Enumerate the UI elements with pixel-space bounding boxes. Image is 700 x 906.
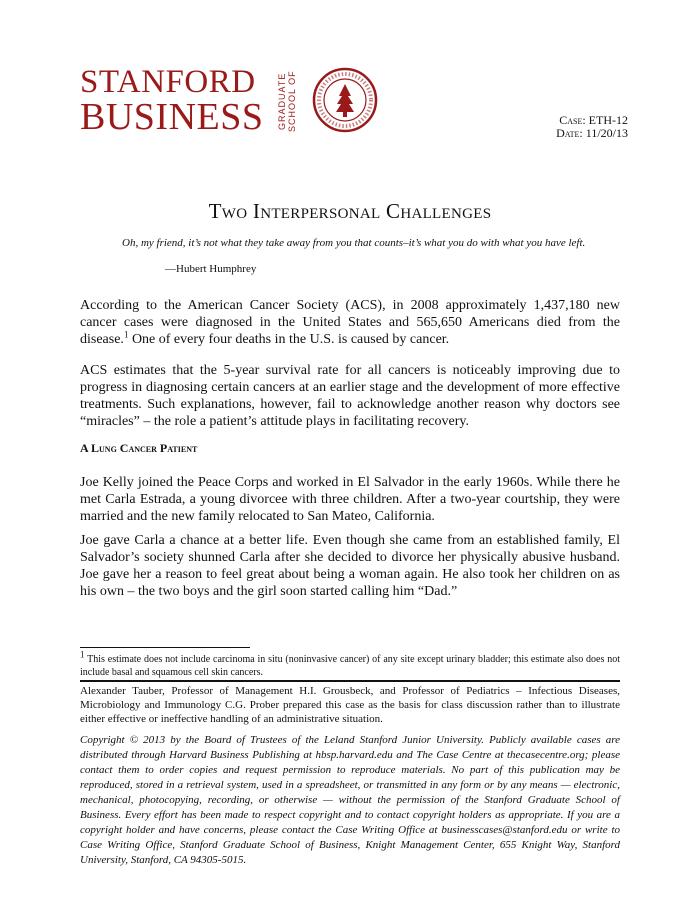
footnote-ref-1: 1 xyxy=(123,329,129,340)
paragraph-1 xyxy=(80,297,620,348)
authors-note: Alexander Tauber, Professor of Management H.I. Grousbeck, and Professor of Pediatrics – Infectious Diseases, Microbiology and Immunology C.G. Prober prepared this case as the basis for class discussion rather than to illustrate either effective or ineffective handling of an administrative situation. xyxy=(80,685,620,725)
divider-rule xyxy=(80,680,620,682)
case-label: Case: xyxy=(559,113,586,127)
section-heading: A Lung Cancer Patient xyxy=(80,441,198,455)
paragraph-4: Joe gave Carla a chance at a better life. Even though she came from an established family, El Salvador’s society shunned Carla after she decided to divorce her physically abusive husband. Joe gave her a reason to feel great about being a woman again. He also took her children on as his own – the two boys and the girl soon started calling him “Dad.” xyxy=(80,533,620,599)
document-title: Two Interpersonal Challenges xyxy=(208,199,492,223)
paragraph-3: Joe Kelly joined the Peace Corps and worked in El Salvador in the early 1960s. While there he met Carla Estrada, a young divorcee with three children. After a two-year courtship, they were married and the new family relocated to San Mateo, California. xyxy=(80,475,620,524)
date-label: Date: xyxy=(556,126,583,140)
paragraph-1-text: According to the American Cancer Society (ACS), in 2008 approximately 1,437,180 new cancer cases were diagnosed in the United States and 565,650 Americans died from the disease. xyxy=(80,298,620,347)
footnote-rule xyxy=(80,647,250,648)
copyright-notice: Copyright © 2013 by the Board of Trustees of the Leland Stanford Junior University. Publicly available cases are distributed through Harvard Business Publishing at hbsp.harvard.edu and The Case Centre at thecasecentre.org; please contact them to order copies and request permission to reproduce materials. No part of this publication may be reproduced, stored in a retrieval system, used in a spreadsheet, or transmitted in any form or by any means — electronic, mechanical, photocopying, recording, or otherwise — without the permission of the Stanford Graduate School of Business. Every effort has been made to respect copyright and to contact copyright holders as appropriate. If you are a copyright holder and have concerns, please contact the Case Writing Office at businesscases@stanford.edu or write to Case Writing Office, Stanford Graduate School of Business, Knight Management Center, 655 Knight Way, Stanford University, Stanford, CA 94305-5015. xyxy=(80,734,620,866)
logo-word-stanford: STANFORD xyxy=(80,64,256,100)
epigraph-quote: Oh, my friend, it’s not what they take away from you that counts–it’s what you do with what you have left. xyxy=(122,237,586,249)
paragraph-2: ACS estimates that the 5-year survival rate for all cancers is noticeably improving due to progress in diagnosing certain cancers at an earlier stage and the development of more effective treatments. Such explanations, however, fail to acknowledge another reason why doctors see “miracles” – the role a patient’s attitude plays in facilitating recovery. xyxy=(80,363,620,429)
footnote-number: 1 xyxy=(80,649,85,660)
university-seal-icon xyxy=(312,67,378,133)
stanford-gsb-logo xyxy=(80,66,380,136)
case-date xyxy=(556,126,628,141)
footnote-text: This estimate does not include carcinoma in situ (noninvasive cancer) of any site except urinary bladder; this estimate also does not include basal and squamous cell skin cancers. xyxy=(80,654,620,678)
case-value: ETH-12 xyxy=(588,113,628,127)
date-value: 11/20/13 xyxy=(585,126,628,140)
logo-word-business: BUSINESS xyxy=(80,96,264,138)
epigraph-attribution: —Hubert Humphrey xyxy=(165,263,257,275)
paragraph-1-tail: One of every four deaths in the U.S. is caused by cancer. xyxy=(131,332,450,347)
logo-side-text: GRADUATE SCHOOL OF xyxy=(277,70,297,132)
footnote xyxy=(80,649,620,679)
